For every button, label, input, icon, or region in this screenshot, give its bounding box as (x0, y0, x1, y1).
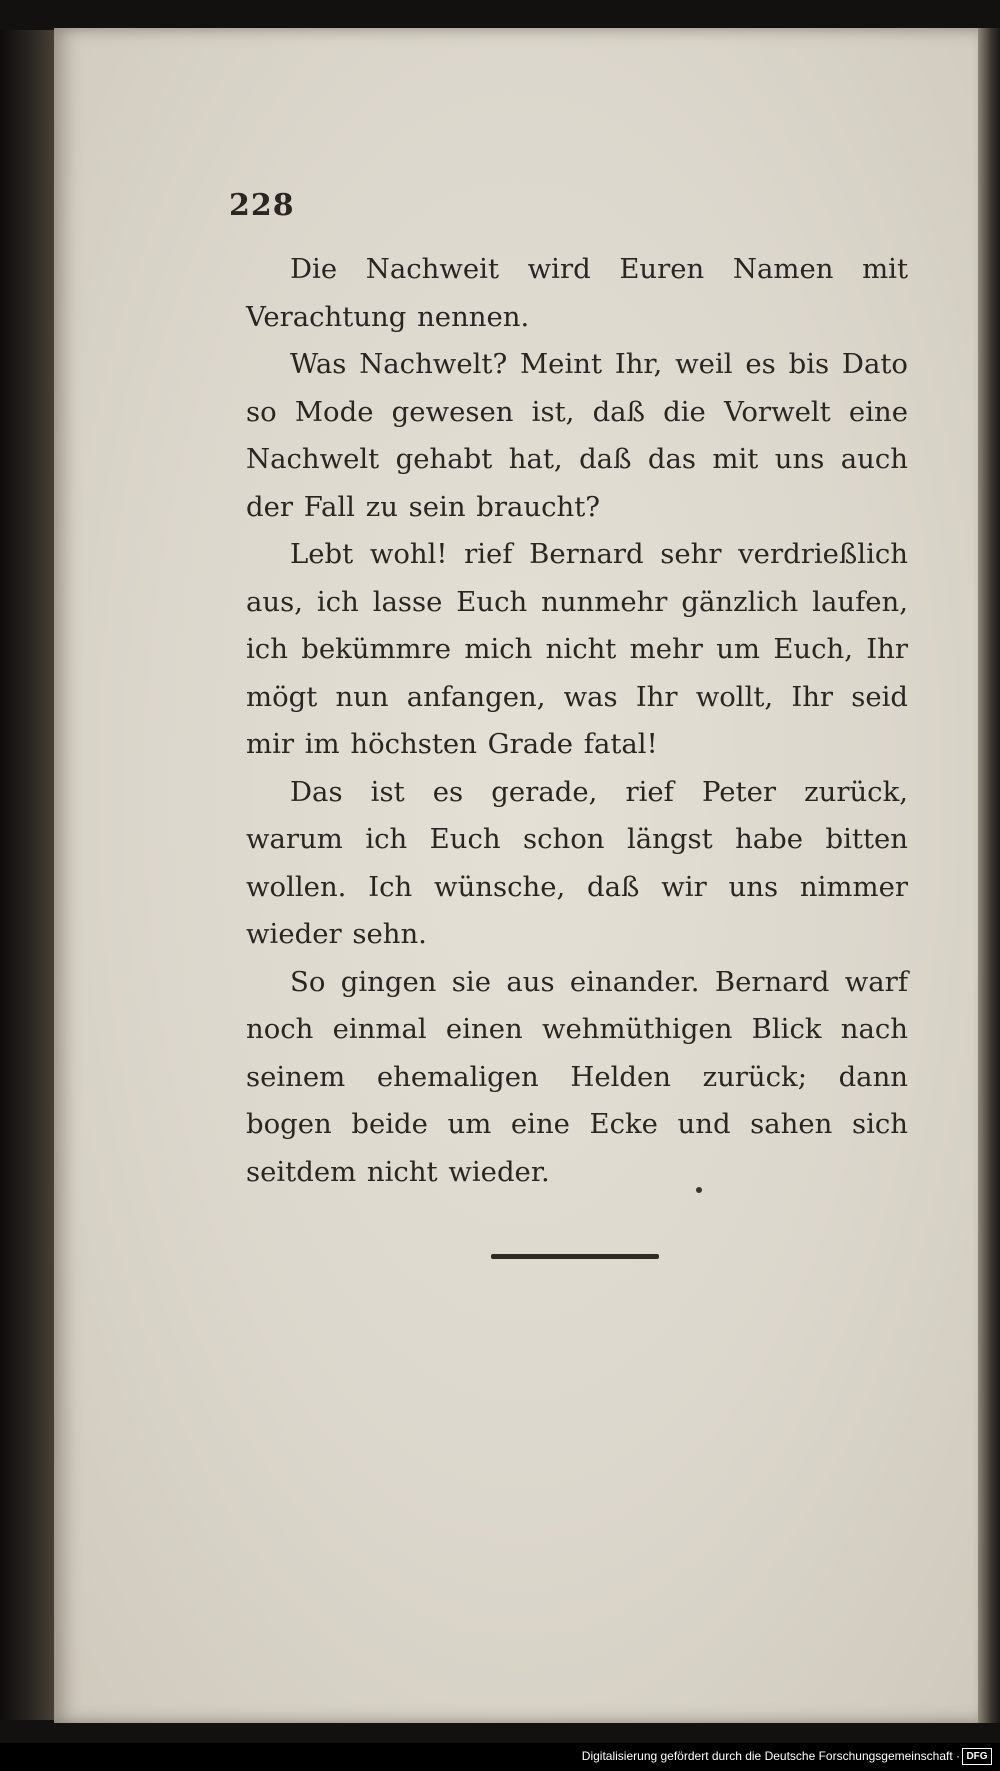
page-stack-edge (978, 28, 1000, 1723)
paragraph-1: Die Nachweit wird Euren Namen mit Verachtung nennen. (246, 253, 908, 333)
dfg-logo: DFG (962, 1748, 992, 1765)
paragraph-5: So gingen sie aus einander. Bernard warf noch einmal einen wehmüthigen Blick nach seinem ehemaligen Helden zurück; dann bogen beide um eine Ecke und sahen sich seitdem nicht wieder. (246, 965, 908, 1188)
paragraph-2: Was Nachwelt? Meint Ihr, weil es bis Dato so Mode gewesen ist, daß die Vorwelt eine Nachwelt gehabt hat, daß das mit uns auch der Fall zu sein braucht? (246, 348, 908, 523)
paragraph-3: Lebt wohl! rief Bernard sehr verdrießlich aus, ich lasse Euch nunmehr gänzlich laufen, ich bekümmre mich nicht mehr um Euch, Ihr mögt nun anfangen, was Ihr wollt, Ihr seid mir im höchsten Grade fatal! (246, 538, 908, 760)
end-ornament-rule (491, 1254, 659, 1259)
page-number: 228 (229, 188, 295, 223)
paragraph-4: Das ist es gerade, rief Peter zurück, warum ich Euch schon längst habe bitten wollen. Ich wünsche, daß wir uns nimmer wieder sehn. (246, 775, 908, 950)
ink-speck (696, 1187, 702, 1193)
digitization-credit: Digitalisierung gefördert durch die Deutsche Forschungsgemeinschaft · (581, 1749, 960, 1763)
page-text (246, 246, 908, 1196)
book-spine-edge (0, 30, 56, 1720)
